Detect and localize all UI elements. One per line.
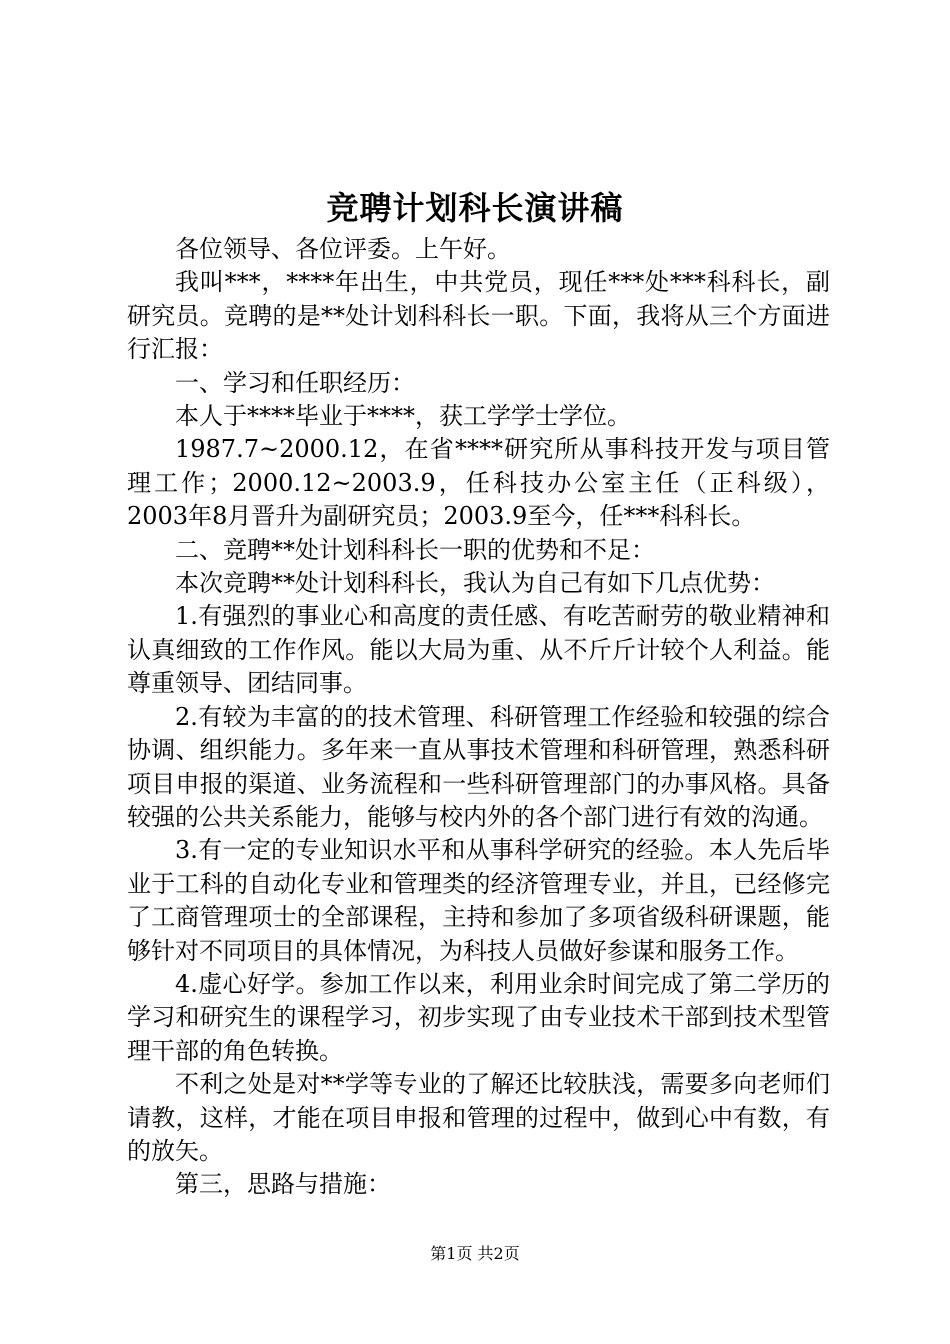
list-item: 1.有强烈的事业心和高度的责任感、有吃苦耐劳的敬业精神和认真细致的工作作风。能以大局为重、从不斤斤计较个人利益。能尊重领导、团结同事。 <box>127 602 830 698</box>
paragraph: 我叫***，****年出生，中共党员，现任***处***科科长，副研究员。竞聘的是**处计划科科长一职。下面，我将从三个方面进行汇报： <box>127 268 830 364</box>
paragraph: 本次竞聘**处计划科科长，我认为自己有如下几点优势： <box>175 569 775 598</box>
section-heading: 第三，思路与措施： <box>175 1170 391 1199</box>
list-item: 2.有较为丰富的的技术管理、科研管理工作经验和较强的综合协调、组织能力。多年来一直从事技术管理和科研管理，熟悉科研项目申报的渠道、业务流程和一些科研管理部门的办事风格。具备较强的公共关系能力，能够与校内外的各个部门进行有效的沟通。 <box>127 702 830 831</box>
paragraph: 本人于****毕业于****，获工学学士学位。 <box>175 402 631 431</box>
document-title: 竞聘计划科长演讲稿 <box>326 189 624 227</box>
section-heading: 二、竞聘**处计划科科长一职的优势和不足： <box>175 535 655 564</box>
paragraph: 不利之处是对**学等专业的了解还比较肤浅，需要多向老师们请教，这样，才能在项目申报和管理的过程中，做到心中有数，有的放矢。 <box>127 1070 830 1165</box>
page-footer: 第1页 共2页 <box>430 1244 520 1263</box>
list-item: 3.有一定的专业知识水平和从事科学研究的经验。本人先后毕业于工科的自动化专业和管理类的经济管理专业，并且，已经修完了工商管理项士的全部课程，主持和参加了多项省级科研课题，能够针对不同项目的具体情况，为科技人员做好参谋和服务工作。 <box>127 836 830 965</box>
section-heading: 一、学习和任职经历： <box>175 368 415 397</box>
paragraph: 1987.7~2000.12，在省****研究所从事科技开发与项目管理工作；2000.12~2003.9，任科技办公室主任（正科级），2003年8月晋升为副研究员；2003.9至今，任***科科长。 <box>127 435 830 531</box>
document-body <box>127 233 830 1202</box>
list-item: 4.虚心好学。参加工作以来，利用业余时间完成了第二学历的学习和研究生的课程学习，初步实现了由专业技术干部到技术型管理干部的角色转换。 <box>127 969 830 1065</box>
paragraph: 各位领导、各位评委。上午好。 <box>175 235 511 263</box>
